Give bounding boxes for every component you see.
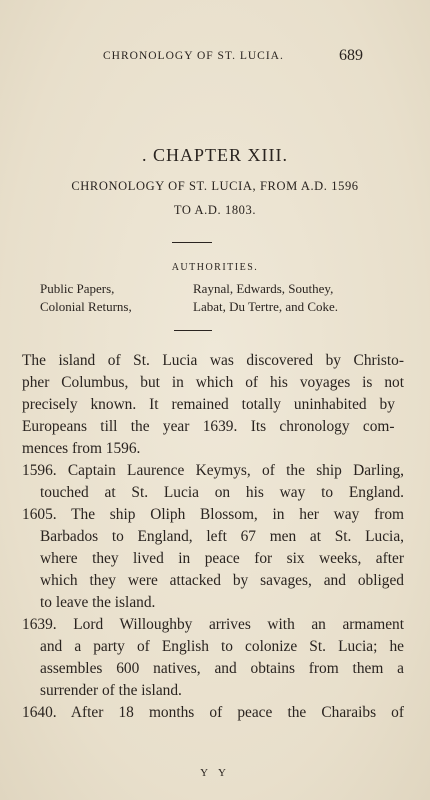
running-title: CHRONOLOGY OF ST. LUCIA. xyxy=(103,50,284,62)
authority-right-2: Labat, Du Tertre, and Coke. xyxy=(193,299,339,314)
page-number: 689 xyxy=(339,47,363,64)
body-line: 1596. Captain Laurence Keymys, of the ship Darling, xyxy=(22,462,404,479)
authority-left-2: Colonial Returns, xyxy=(40,299,132,314)
divider-rule xyxy=(172,242,212,243)
body-line: 1639. Lord Willoughby arrives with an armament xyxy=(22,616,404,633)
chapter-subtitle-line-1: CHRONOLOGY OF ST. LUCIA, FROM A.D. 1596 xyxy=(71,179,359,193)
body-line: 1605. The ship Oliph Blossom, in her way from xyxy=(22,506,404,523)
signature-mark: Y Y xyxy=(200,767,230,779)
chapter-heading: . CHAPTER XIII. xyxy=(142,145,288,165)
body-line: and a party of English to colonize St. Lucia; he xyxy=(40,638,404,655)
authorities-heading: AUTHORITIES. xyxy=(171,262,259,273)
body-line: The island of St. Lucia was discovered by Christo- xyxy=(22,352,404,369)
chapter-subtitle-line-2: TO A.D. 1803. xyxy=(173,203,257,217)
body-line: which they were attacked by savages, and obliged xyxy=(40,572,404,589)
body-line: precisely known. It remained totally uninhabited by xyxy=(22,396,395,413)
body-line: surrender of the island. xyxy=(40,682,182,699)
authority-left-1: Public Papers, xyxy=(40,281,115,296)
body-line: 1640. After 18 months of peace the Charaibs of xyxy=(22,704,404,721)
body-line: Europeans till the year 1639. Its chronology com- xyxy=(22,418,395,435)
authority-right-1: Raynal, Edwards, Southey, xyxy=(193,281,334,296)
body-line: where they lived in peace for six weeks, after xyxy=(40,550,404,567)
body-line: to leave the island. xyxy=(40,594,156,611)
body-line: assembles 600 natives, and obtains from them a xyxy=(40,660,404,677)
body-line: pher Columbus, but in which of his voyages is not xyxy=(22,374,404,391)
body-line: touched at St. Lucia on his way to England. xyxy=(40,484,404,501)
body-line: mences from 1596. xyxy=(22,440,141,457)
divider-rule xyxy=(174,330,212,331)
body-line: Barbados to England, left 67 men at St. Lucia, xyxy=(40,528,404,545)
